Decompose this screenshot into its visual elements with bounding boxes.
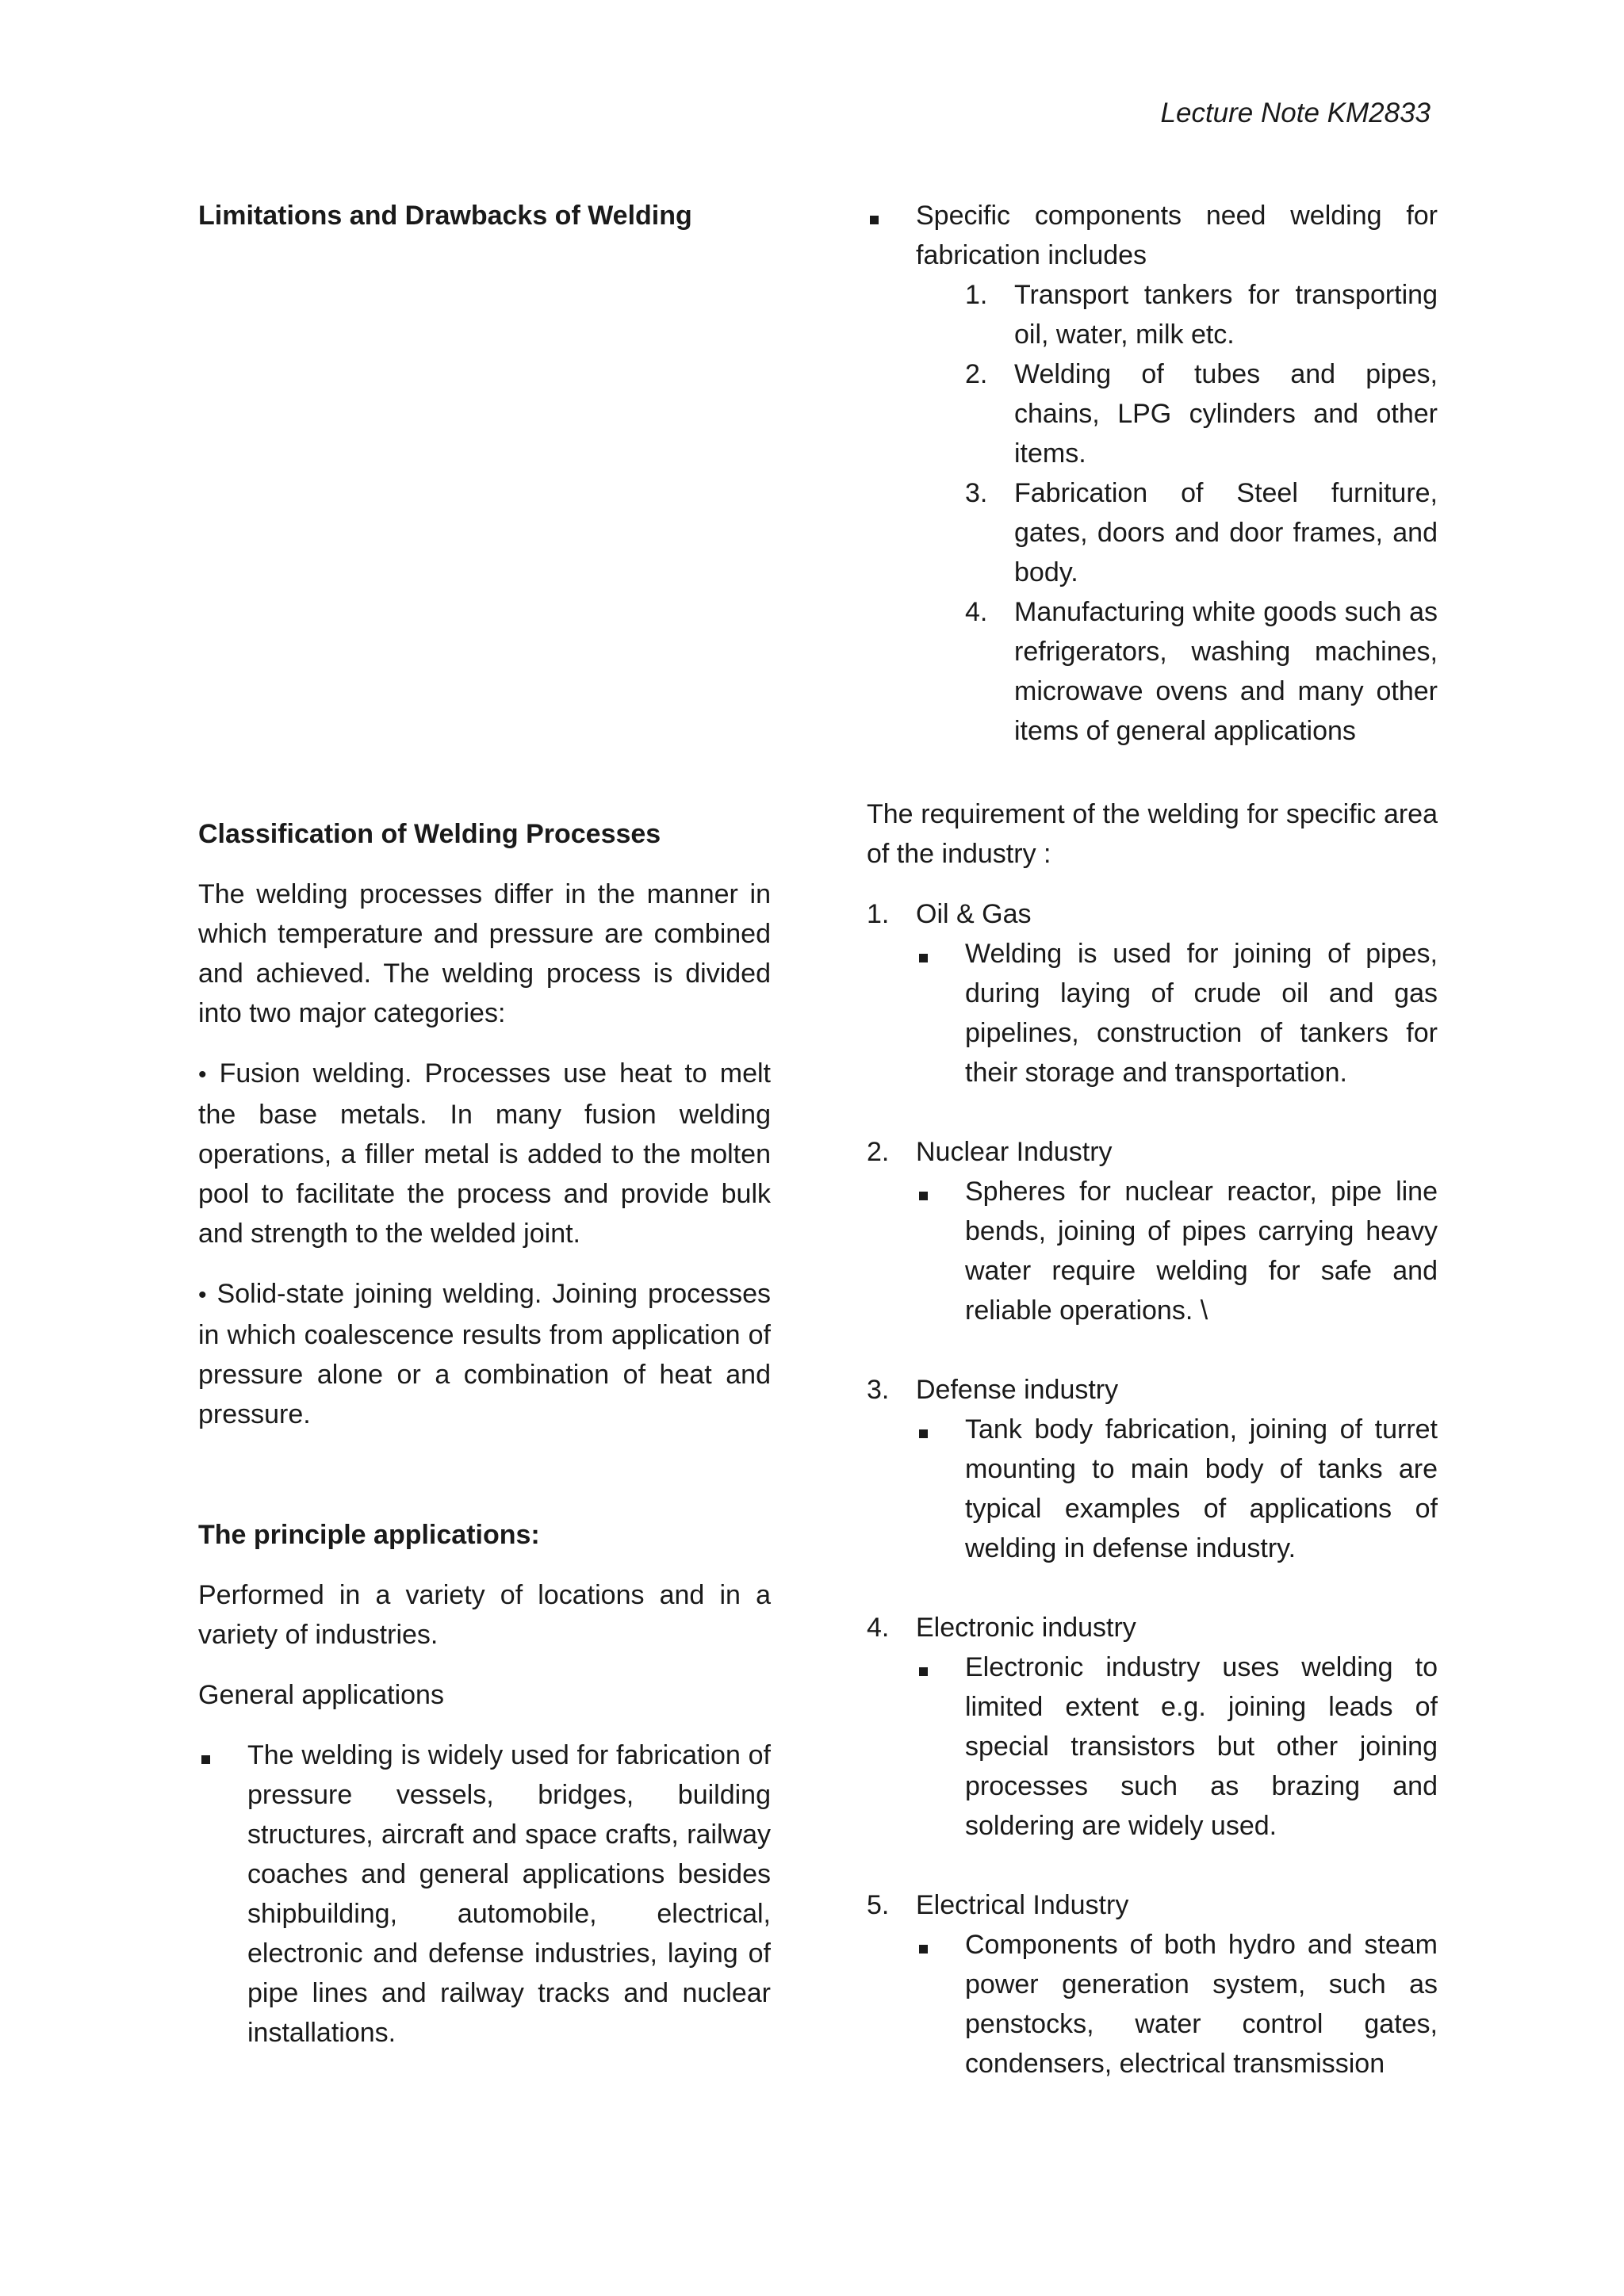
specific-components-text: Specific components need welding for fabrication includes [916, 201, 1438, 270]
industry-bullet [867, 934, 1438, 1093]
list-item-text: Transport tankers for transporting oil, water, milk etc. [1014, 280, 1438, 350]
industry-item-defense [867, 1370, 1438, 1568]
square-bullet-icon [867, 196, 879, 235]
industry-number: 1. [867, 899, 890, 929]
applications-heading: The principle applications: [198, 1520, 540, 1550]
specific-components-bullet [867, 196, 1438, 275]
list-item [867, 354, 1438, 473]
list-item [867, 275, 1438, 354]
industry-bullet [867, 1172, 1438, 1330]
list-number: 2. [965, 359, 988, 389]
general-applications-label: General applications [198, 1680, 444, 1710]
list-number: 3. [965, 478, 988, 508]
classification-intro: The welding processes differ in the manner in which temperature and pressure are combined and achieved. The welding process is divided into two major categories: [198, 879, 771, 1028]
industry-bullet-text: Welding is used for joining of pipes, during laying of crude oil and gas pipelines, construction of tankers for their storage and transportation. [965, 939, 1438, 1088]
limitations-heading: Limitations and Drawbacks of Welding [198, 201, 692, 231]
solid-state-paragraph [198, 1274, 771, 1434]
applications-intro: Performed in a variety of locations and in a variety of industries. [198, 1580, 771, 1650]
industry-number: 5. [867, 1890, 890, 1920]
list-number: 1. [965, 280, 988, 310]
industry-name: Electrical Industry [916, 1890, 1129, 1920]
industry-title-row [867, 894, 1438, 934]
left-lower-section [198, 814, 771, 2053]
list-item-text: Welding of tubes and pipes, chains, LPG cylinders and other items. [1014, 359, 1438, 469]
industry-item-electrical [867, 1885, 1438, 2084]
square-bullet-icon [916, 934, 928, 974]
industry-name: Defense industry [916, 1375, 1119, 1405]
square-bullet-icon [916, 1172, 928, 1211]
list-number: 4. [965, 597, 988, 627]
industry-bullet [867, 1647, 1438, 1846]
general-applications-text: The welding is widely used for fabrication of pressure vessels, bridges, building structures, aircraft and space crafts, railway coaches and general applications besides shipbuilding, automobile, electrical, electronic and defense industries, laying of pipe lines and railway tracks and nuclear installations. [247, 1740, 771, 2048]
industry-name: Nuclear Industry [916, 1137, 1113, 1167]
industry-item-nuclear [867, 1132, 1438, 1330]
general-applications-bullet [198, 1735, 771, 2053]
requirement-intro: The requirement of the welding for specific area of the industry : [867, 799, 1438, 869]
bullet-icon: • [198, 1062, 207, 1088]
industry-name: Electronic industry [916, 1613, 1136, 1643]
classification-heading: Classification of Welding Processes [198, 819, 661, 849]
industry-bullet-text: Components of both hydro and steam power generation system, such as penstocks, water control gates, condensers, electrical transmission [965, 1930, 1438, 2079]
bullet-icon: • [198, 1282, 207, 1308]
square-bullet-icon [916, 1647, 928, 1687]
square-bullet-icon [916, 1410, 928, 1449]
square-bullet-icon [916, 1925, 928, 1965]
industry-bullet [867, 1410, 1438, 1568]
specific-components-section [867, 196, 1438, 751]
list-item [867, 592, 1438, 751]
list-item-text: Fabrication of Steel furniture, gates, doors and door frames, and body. [1014, 478, 1438, 587]
industry-number: 3. [867, 1375, 890, 1405]
list-item-text: Manufacturing white goods such as refrigerators, washing machines, microwave ovens and many other items of general applications [1014, 597, 1438, 746]
industry-title-row [867, 1370, 1438, 1410]
industry-bullet-text: Spheres for nuclear reactor, pipe line bends, joining of pipes carrying heavy water require welding for safe and reliable operations. \ [965, 1177, 1438, 1326]
industry-bullet-text: Tank body fabrication, joining of turret mounting to main body of tanks are typical examples of applications of welding in defense industry. [965, 1414, 1438, 1563]
industry-number: 4. [867, 1613, 890, 1643]
industry-bullet [867, 1925, 1438, 2084]
square-bullet-icon [198, 1735, 210, 1775]
industry-title-row [867, 1608, 1438, 1647]
list-item [867, 473, 1438, 592]
industry-item-electronic [867, 1608, 1438, 1846]
page-header: Lecture Note KM2833 [1160, 98, 1431, 128]
industry-bullet-text: Electronic industry uses welding to limited extent e.g. joining leads of special transistors but other joining processes such as brazing and soldering are widely used. [965, 1652, 1438, 1841]
industry-name: Oil & Gas [916, 899, 1032, 929]
industry-title-row [867, 1885, 1438, 1925]
industry-title-row [867, 1132, 1438, 1172]
industry-section [867, 794, 1438, 2084]
industry-item-oil-gas [867, 894, 1438, 1093]
fusion-welding-paragraph [198, 1054, 771, 1253]
industry-number: 2. [867, 1137, 890, 1167]
solid-state-text: Solid-state joining welding. Joining processes in which coalescence results from application of pressure alone or a combination of heat and pressure. [198, 1279, 772, 1429]
fusion-welding-text: Fusion welding. Processes use heat to melt the base metals. In many fusion welding operations, a filler metal is added to the molten pool to facilitate the process and provide bulk and strength to the welded joint. [198, 1058, 771, 1249]
